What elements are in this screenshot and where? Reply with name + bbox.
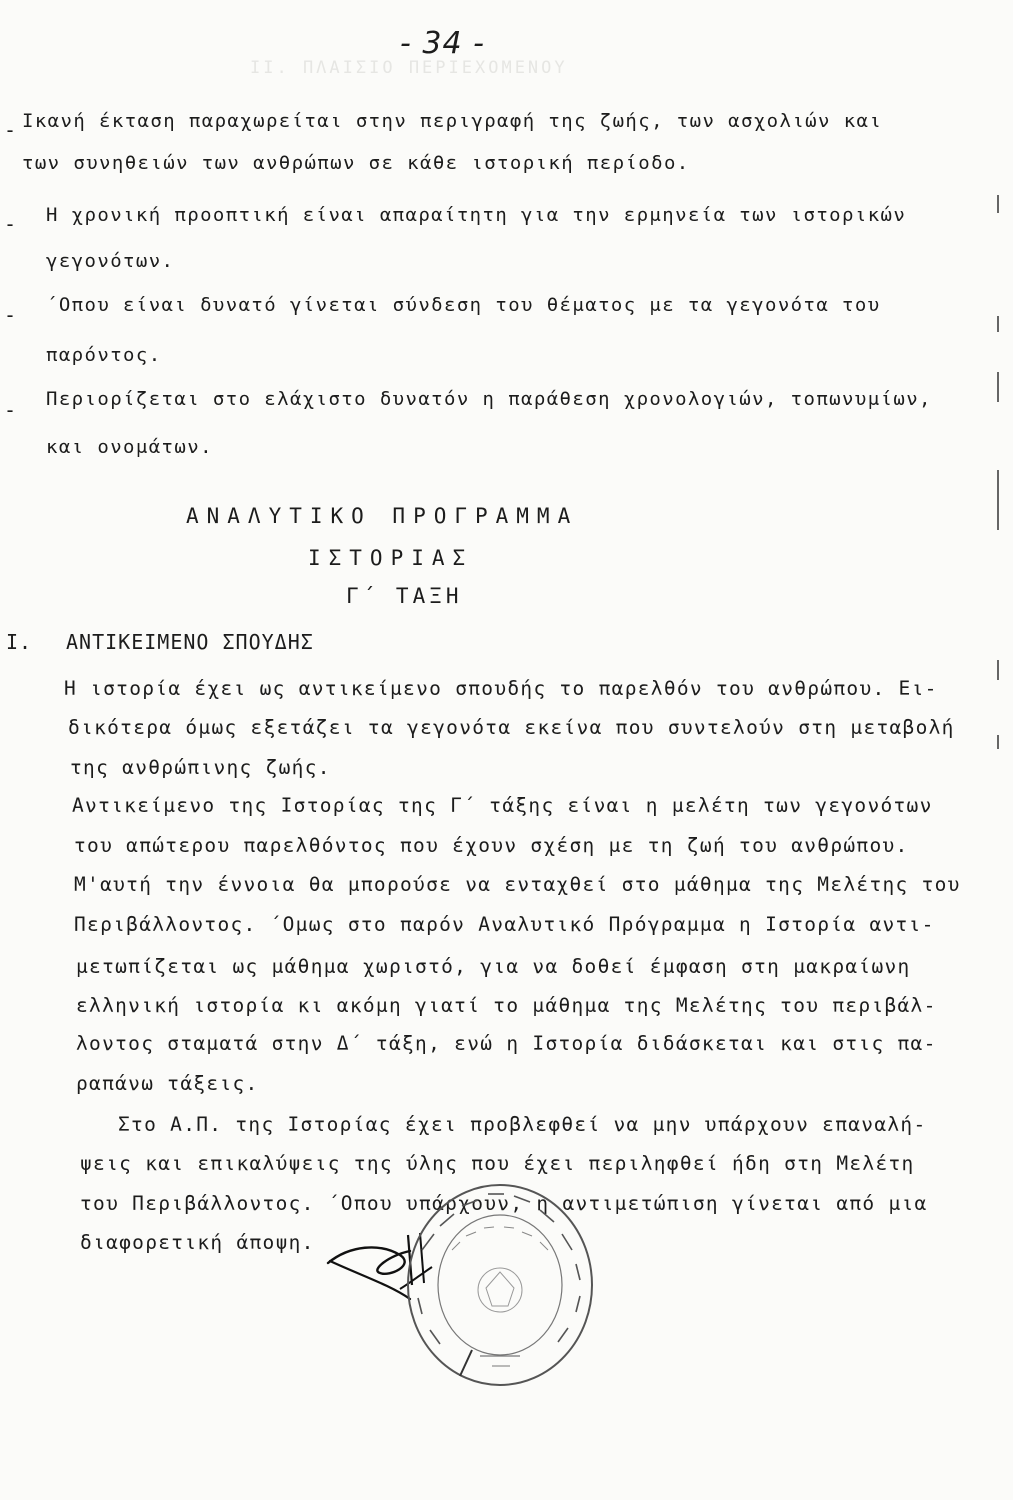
body-line: ελληνική ιστορία κι ακόμη γιατί το μάθημα της Μελέτης του περιβάλ- bbox=[76, 994, 937, 1017]
body-line: του Περιβάλλοντος. ΄Οπου υπάρχουν, η αντιμετώπιση γίνεται από μια bbox=[80, 1192, 928, 1215]
body-line: Περιβάλλοντος. ΄Ομως στο παρόν Αναλυτικό Πρόγραμμα η Ιστορία αντι- bbox=[74, 913, 935, 936]
program-title: ΑΝΑΛΥΤΙΚΟ ΠΡΟΓΡΑΜΜΑ bbox=[186, 504, 579, 528]
body-line: του απώτερου παρελθόντος που έχουν σχέση με τη ζωή του ανθρώπου. bbox=[74, 834, 909, 857]
body-line: μετωπίζεται ως μάθημα χωριστό, για να δοθεί έμφαση στη μακραίωνη bbox=[76, 955, 911, 978]
bullet-line: παρόντος. bbox=[46, 344, 162, 366]
bullet-dash: - bbox=[4, 398, 17, 422]
body-line: διαφορετική άποψη. bbox=[80, 1231, 315, 1254]
bullet-line: Η χρονική προοπτική είναι απαραίτητη για την ερμηνεία των ιστορικών bbox=[46, 204, 907, 226]
bullet-line: Περιορίζεται στο ελάχιστο δυνατόν η παράθεση χρονολογιών, τοπωνυμίων, bbox=[46, 388, 932, 410]
bullet-line: των συνηθειών των ανθρώπων σε κάθε ιστορική περίοδο. bbox=[22, 152, 690, 174]
subject-title: ΙΣΤΟΡΙΑΣ bbox=[308, 546, 474, 570]
bullet-line: γεγονότων. bbox=[46, 250, 175, 272]
scan-mark bbox=[997, 316, 999, 332]
scan-mark bbox=[997, 372, 999, 402]
bullet-dash: - bbox=[4, 118, 17, 142]
section-title: ΑΝΤΙΚΕΙΜΕΝΟ ΣΠΟΥΔΗΣ bbox=[66, 630, 314, 654]
official-stamp bbox=[400, 1180, 600, 1390]
bullet-line: ΄Οπου είναι δυνατό γίνεται σύνδεση του θέματος με τα γεγονότα του bbox=[46, 294, 881, 316]
bullet-dash: - bbox=[4, 303, 17, 327]
scan-mark bbox=[997, 735, 999, 749]
bullet-line: Ικανή έκταση παραχωρείται στην περιγραφή της ζωής, των ασχολιών και bbox=[22, 110, 883, 132]
body-line: ραπάνω τάξεις. bbox=[76, 1072, 259, 1095]
bullet-dash: - bbox=[4, 212, 17, 236]
grade-title: Γ΄ ΤΑΞΗ bbox=[346, 584, 463, 608]
body-line: της ανθρώπινης ζωής. bbox=[70, 756, 331, 779]
body-line: Στο Α.Π. της Ιστορίας έχει προβλεφθεί να μην υπάρχουν επαναλή- bbox=[118, 1113, 927, 1136]
body-line: λοντος σταματά στην Δ΄ τάξη, ενώ η Ιστορία διδάσκεται και στις πα- bbox=[76, 1032, 937, 1055]
body-line: Η ιστορία έχει ως αντικείμενο σπουδής το παρελθόν του ανθρώπου. Ει- bbox=[64, 677, 938, 700]
bullet-line: και ονομάτων. bbox=[46, 436, 213, 458]
scan-mark bbox=[997, 195, 999, 213]
section-number: I. bbox=[6, 630, 33, 654]
body-line: ψεις και επικαλύψεις της ύλης που έχει περιληφθεί ήδη στη Μελέτη bbox=[80, 1152, 915, 1175]
body-line: Αντικείμενο της Ιστορίας της Γ΄ τάξης είναι η μελέτη των γεγονότων bbox=[72, 794, 933, 817]
show-through-text: ΙΙ. ΠΛΑΙΣΙΟ ΠΕΡΙΕΧΟΜΕΝΟΥ bbox=[250, 58, 568, 78]
body-line: Μ'αυτή την έννοια θα μπορούσε να ενταχθεί στο μάθημα της Μελέτης του bbox=[74, 873, 961, 896]
page-number: - 34 - bbox=[400, 26, 485, 61]
scan-mark bbox=[997, 660, 999, 680]
body-line: δικότερα όμως εξετάζει τα γεγονότα εκείνα που συντελούν στη μεταβολή bbox=[68, 716, 955, 739]
scan-mark bbox=[997, 470, 999, 530]
